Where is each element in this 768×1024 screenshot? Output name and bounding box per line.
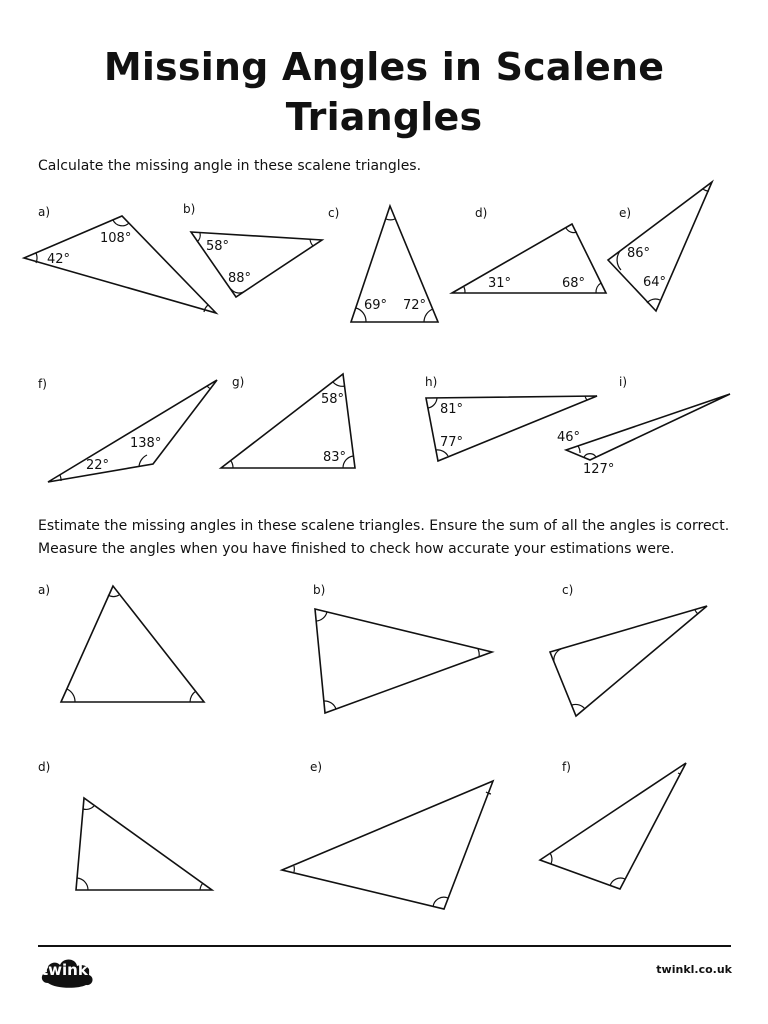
triangle-2f [540, 763, 686, 889]
question-label-2a: a) [38, 583, 51, 597]
triangle-1c [351, 206, 438, 322]
angle-label-1i-bottom: 127° [583, 462, 615, 477]
angle-label-1h-bottom: 77° [440, 435, 464, 450]
instruction-1: Calculate the missing angle in these scalene triangles. [38, 158, 422, 174]
triangle-2b [315, 609, 492, 713]
angle-label-1e-bottom: 64° [643, 275, 667, 290]
instruction-2-line-1: Estimate the missing angles in these scalene triangles. Ensure the sum of all the angles is correct. [38, 518, 730, 534]
triangle-1a [24, 216, 216, 313]
angle-label-1c-left: 69° [364, 298, 388, 313]
question-label-1b: b) [183, 202, 196, 216]
triangle-2a [61, 586, 204, 702]
triangle-1b [191, 232, 322, 297]
question-label-1f: f) [38, 377, 47, 391]
question-label-1d: d) [475, 206, 488, 220]
question-label-2c: c) [562, 583, 574, 597]
question-label-1a: a) [38, 205, 51, 219]
logo-text: twinkl [41, 961, 93, 979]
title-line-2: Triangles [285, 95, 483, 139]
question-label-1e: e) [619, 206, 632, 220]
angle-label-1b-left: 58° [206, 239, 230, 254]
triangle-1g [221, 374, 355, 468]
angle-label-1g-bottom: 83° [323, 450, 347, 465]
angle-label-1f-right: 138° [130, 436, 162, 451]
angle-label-1g-top: 58° [321, 392, 345, 407]
question-label-1c: c) [328, 206, 340, 220]
triangle-1i [557, 394, 730, 477]
footer-divider [38, 945, 731, 947]
triangle-1h [426, 396, 597, 461]
question-label-2d: d) [38, 760, 51, 774]
angle-label-1d-right: 68° [562, 276, 586, 291]
question-label-1i: i) [619, 375, 628, 389]
triangle-2e [282, 781, 493, 909]
question-label-2e: e) [310, 760, 323, 774]
triangle-1e [608, 182, 712, 311]
footer-site: twinkl.co.uk [656, 963, 732, 976]
angle-label-1i-left: 46° [557, 430, 581, 445]
triangle-2d [76, 798, 212, 890]
angle-label-1a-top: 108° [100, 231, 132, 246]
triangle-1f [48, 380, 217, 482]
instruction-2-line-2: Measure the angles when you have finished to check how accurate your estimations were. [38, 541, 675, 557]
question-label-2f: f) [562, 760, 571, 774]
angle-label-1a-left: 42° [47, 252, 71, 267]
angle-label-1h-top: 81° [440, 402, 464, 417]
triangle-1d [452, 224, 606, 293]
triangle-2c [550, 606, 707, 716]
angle-label-1e-left: 86° [627, 246, 651, 261]
twinkl-logo [38, 953, 96, 991]
angle-label-1f-left: 22° [86, 458, 110, 473]
question-label-1h: h) [425, 375, 438, 389]
angle-label-1c-right: 72° [403, 298, 427, 313]
title-line-1: Missing Angles in Scalene [103, 45, 665, 89]
question-label-1g: g) [232, 375, 245, 389]
angle-label-1d-left: 31° [488, 276, 512, 291]
angle-label-1b-bottom: 88° [228, 271, 252, 286]
question-label-2b: b) [313, 583, 326, 597]
